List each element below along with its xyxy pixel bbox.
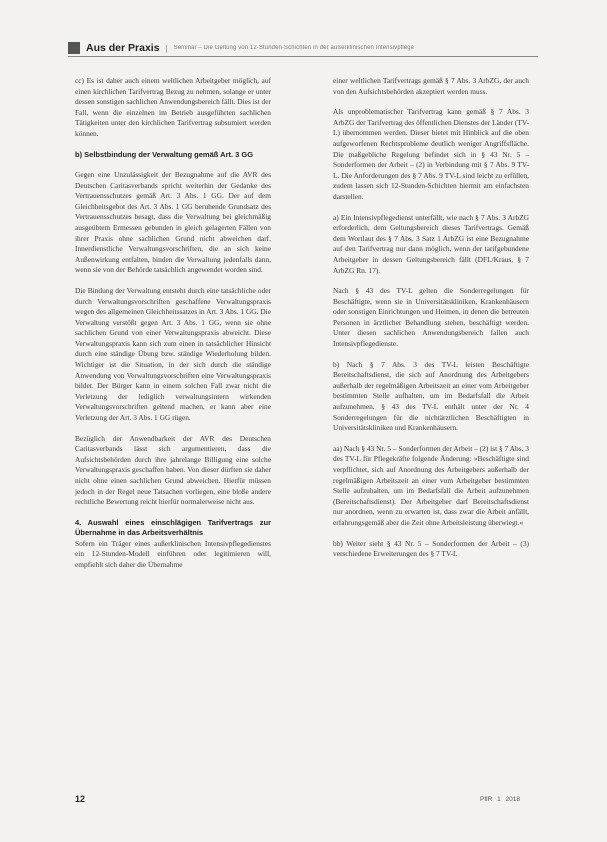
header-separator: | bbox=[165, 43, 168, 53]
subheading: b) Selbstbindung der Verwaltung gemäß Art. 3 GG bbox=[75, 149, 254, 159]
right-column bbox=[333, 76, 529, 570]
paragraph: einer weltlichen Tarifvertrags gemäß § 7 Abs. 3 ArbZG, der auch von den Aufsichtsbehörden akzeptiert werden muss. bbox=[333, 76, 529, 96]
paragraph: aa) Nach § 43 Nr. 5 – Sonderformen der Arbeit – (2) ist § 7 Abs. 3 des TV-L für Pflegekräfte folgende Änderung: »Beschäftigte sind verpflichtet, sich auf Anordnung des Arbeitgebers außerhalb der regelmäßigen Arbeitszeit an einer vom Arbeitgeber bestimmten Stelle aufzuhalten, um im Bedarfsfall die Arbeit aufzunehmen (Bereitschaftsdienst). Der Arbeitgeber darf Bereitschaftsdienst nur anordnen, wenn zu erwarten ist, dass zwar die Arbeit anfällt, erfahrungsgemäß aber die Zeit ohne Arbeitsleistung überwiegt.« bbox=[333, 443, 529, 527]
page-header bbox=[68, 40, 538, 57]
paragraph: Die Bindung der Verwaltung entsteht durch eine tatsächliche oder durch Verwaltungsvorschriften geschaffene Verwaltungspraxis wegen des allgemeinen Gleichheitssatzes in Art. 3 Abs. 1 GG. Die Verwaltung verstößt gegen Art. 3 Abs. 1 GG, wenn sie ohne sachlichen Grund von einer Verwaltungspraxis abweicht. Diese Verwaltungspraxis kann sich zum einen in tatsächlicher Hinsicht durch eine ständige Übung bzw. ständige Wiederholung bilden. Wichtiger ist die Situation, in der sich durch die ständige Anwendung von Verwaltungsvorschriften eine Verwaltungspraxis bildet. Der Bürger kann in einem solchen Fall zwar nicht die Verletzung der lediglich verwaltungsintern wirkenden Verwaltungsvorschriften geltend machen, er kann aber eine Verletzung der Art. 3 Abs. 1 GG rügen. bbox=[75, 285, 272, 423]
paragraph: Bezüglich der Anwendbarkeit der AVR des Deutschen Caritasverbands lässt sich argumentieren, dass die Aufsichtsbehörden durch ihre jahrelange Billigung eine solche Verwaltungspraxis geschaffen haben. Von dieser dürften sie daher nicht ohne einen sachlichen Grund abweichen. Hierfür müssen jedoch in der Regel neue Tatsachen vorliegen, eine bloße andere rechtliche Bewertung reicht hierfür normalerweise nicht aus. bbox=[75, 433, 271, 507]
left-column bbox=[75, 76, 271, 580]
page-number: 12 bbox=[75, 794, 86, 804]
paragraph: a) Ein Intensivpflegedienst unterfällt, wie nach § 7 Abs. 3 ArbZG erforderlich, dem Geltungsbereich dieses Tarifvertrags. Gemäß dem Wortlaut des § 7 Abs. 3 Satz 1 ArbZG ist eine Bezugnahme auf den Tarifvertrag nur dann möglich, wenn der tarifgebundene Arbeitgeber in dessen Geltungsbereich fällt (DFL/Kraus, § 7 ArbZG Rn. 17). bbox=[333, 212, 529, 275]
running-title: Seminar – Die Geltung von 12-Stunden-Schichten in der außerklinischen Intensivpflege bbox=[173, 45, 415, 51]
paragraph: Nach § 43 des TV-L gelten die Sonderregelungen für Beschäftigte, wenn sie in Universitätskliniken, Krankenhäusern oder sonstigen Einrichtungen und Heimen, in denen die betreuten Personen in ärztlicher Behandlung stehen, beschäftigt werden. Unter diesen sachlichen Anwendungsbereich fallen auch Intensivpflegedienste. bbox=[333, 286, 529, 349]
paragraph: bb) Weiter sieht § 43 Nr. 5 – Sonderformen der Arbeit – (3) verschiedene Erweiterungen des § 7 TV-L bbox=[333, 538, 529, 559]
section-title: Aus der Praxis bbox=[86, 42, 160, 54]
paragraph: Sofern ein Träger eines außerklinischen Intensivpflegedienstes ein 12-Stunden-Modell einführen oder legitimieren will, empfiehlt sich daher die Übernahme bbox=[75, 538, 271, 569]
paragraph: b) Nach § 7 Abs. 3 des TV-L leisten Beschäftigte Bereitschaftsdienst, die sich auf Anordnung des Arbeitgebers außerhalb der regelmäßigen Arbeitszeit an einer vom Arbeitgeber bestimmten Stelle aufhalten, um im Bedarfsfall die Arbeit aufzunehmen. § 43 des TV-L enthält unter der Nr. 4 Sonderregelungen für die nichtärztlichen Beschäftigten in Universitätskliniken und Krankenhäusern. bbox=[333, 359, 529, 433]
section-marker bbox=[68, 42, 80, 54]
paragraph: cc) Es ist daher auch einem weltlichen Arbeitgeber möglich, auf einen kirchlichen Tarifvertrag Bezug zu nehmen, solange er unter dessen sonstigen sachlichen Anwendungsbereich fällt. Dies ist der Fall, wenn die einzelnen im Betrieb ausgeführten sachlichen Tätigkeiten unter den kirchlichen Tarifvertrag subsumiert werden können. bbox=[75, 76, 271, 138]
publication-issue: PflR 1 2018 bbox=[480, 796, 520, 803]
paragraph: Als unproblematischer Tarifvertrag kann gemäß § 7 Abs. 3 ArbZG der Tarifvertrag des öffentlichen Dienstes der Länder (TV-L) übernommen werden. Dieser bietet mit Hinblick auf die oben aufgeworfenen Rechtsprobleme deutlich weniger Angriffsfläche. Die maßgebliche Regelung befindet sich in § 43 Nr. 5 – Sonderformen der Arbeit – (2) in Verbindung mit § 7 Abs. 9 TV-L. Die Anforderungen des § 7 Abs. 9 TV-L sind leicht zu erfüllen, zudem lassen sich 12-Stunden-Schichten hiermit am einfachsten darstellen. bbox=[333, 107, 529, 201]
subheading: 4. Auswahl eines einschlägigen Tarifvertrags zur Übernahme in das Arbeitsverhältnis bbox=[75, 517, 271, 538]
paragraph: Gegen eine Unzulässigkeit der Bezugnahme auf die AVR des Deutschen Caritasverbands spricht weiterhin der Gedanke des Vertrauensschutzes gemäß Art. 3 Abs. 1 GG. Der auf dem Gleichheitsgebot des Art. 3 Abs. 1 GG beruhende Grundsatz des Vertrauensschutzes besagt, dass die Verwaltung bei gleichmäßig ausgeübtem Ermessen gebunden in gleich gelagerten Fällen von ihrer Praxis ohne sachlichen Grund nicht abweichen darf. Innerdienstliche Verwaltungsvorschriften, die an sich keine Außenwirkung entfalten, binden die Verwaltung jedenfalls dann, wenn sie von der Behörde tatsächlich angewendet worden sind. bbox=[75, 169, 271, 275]
